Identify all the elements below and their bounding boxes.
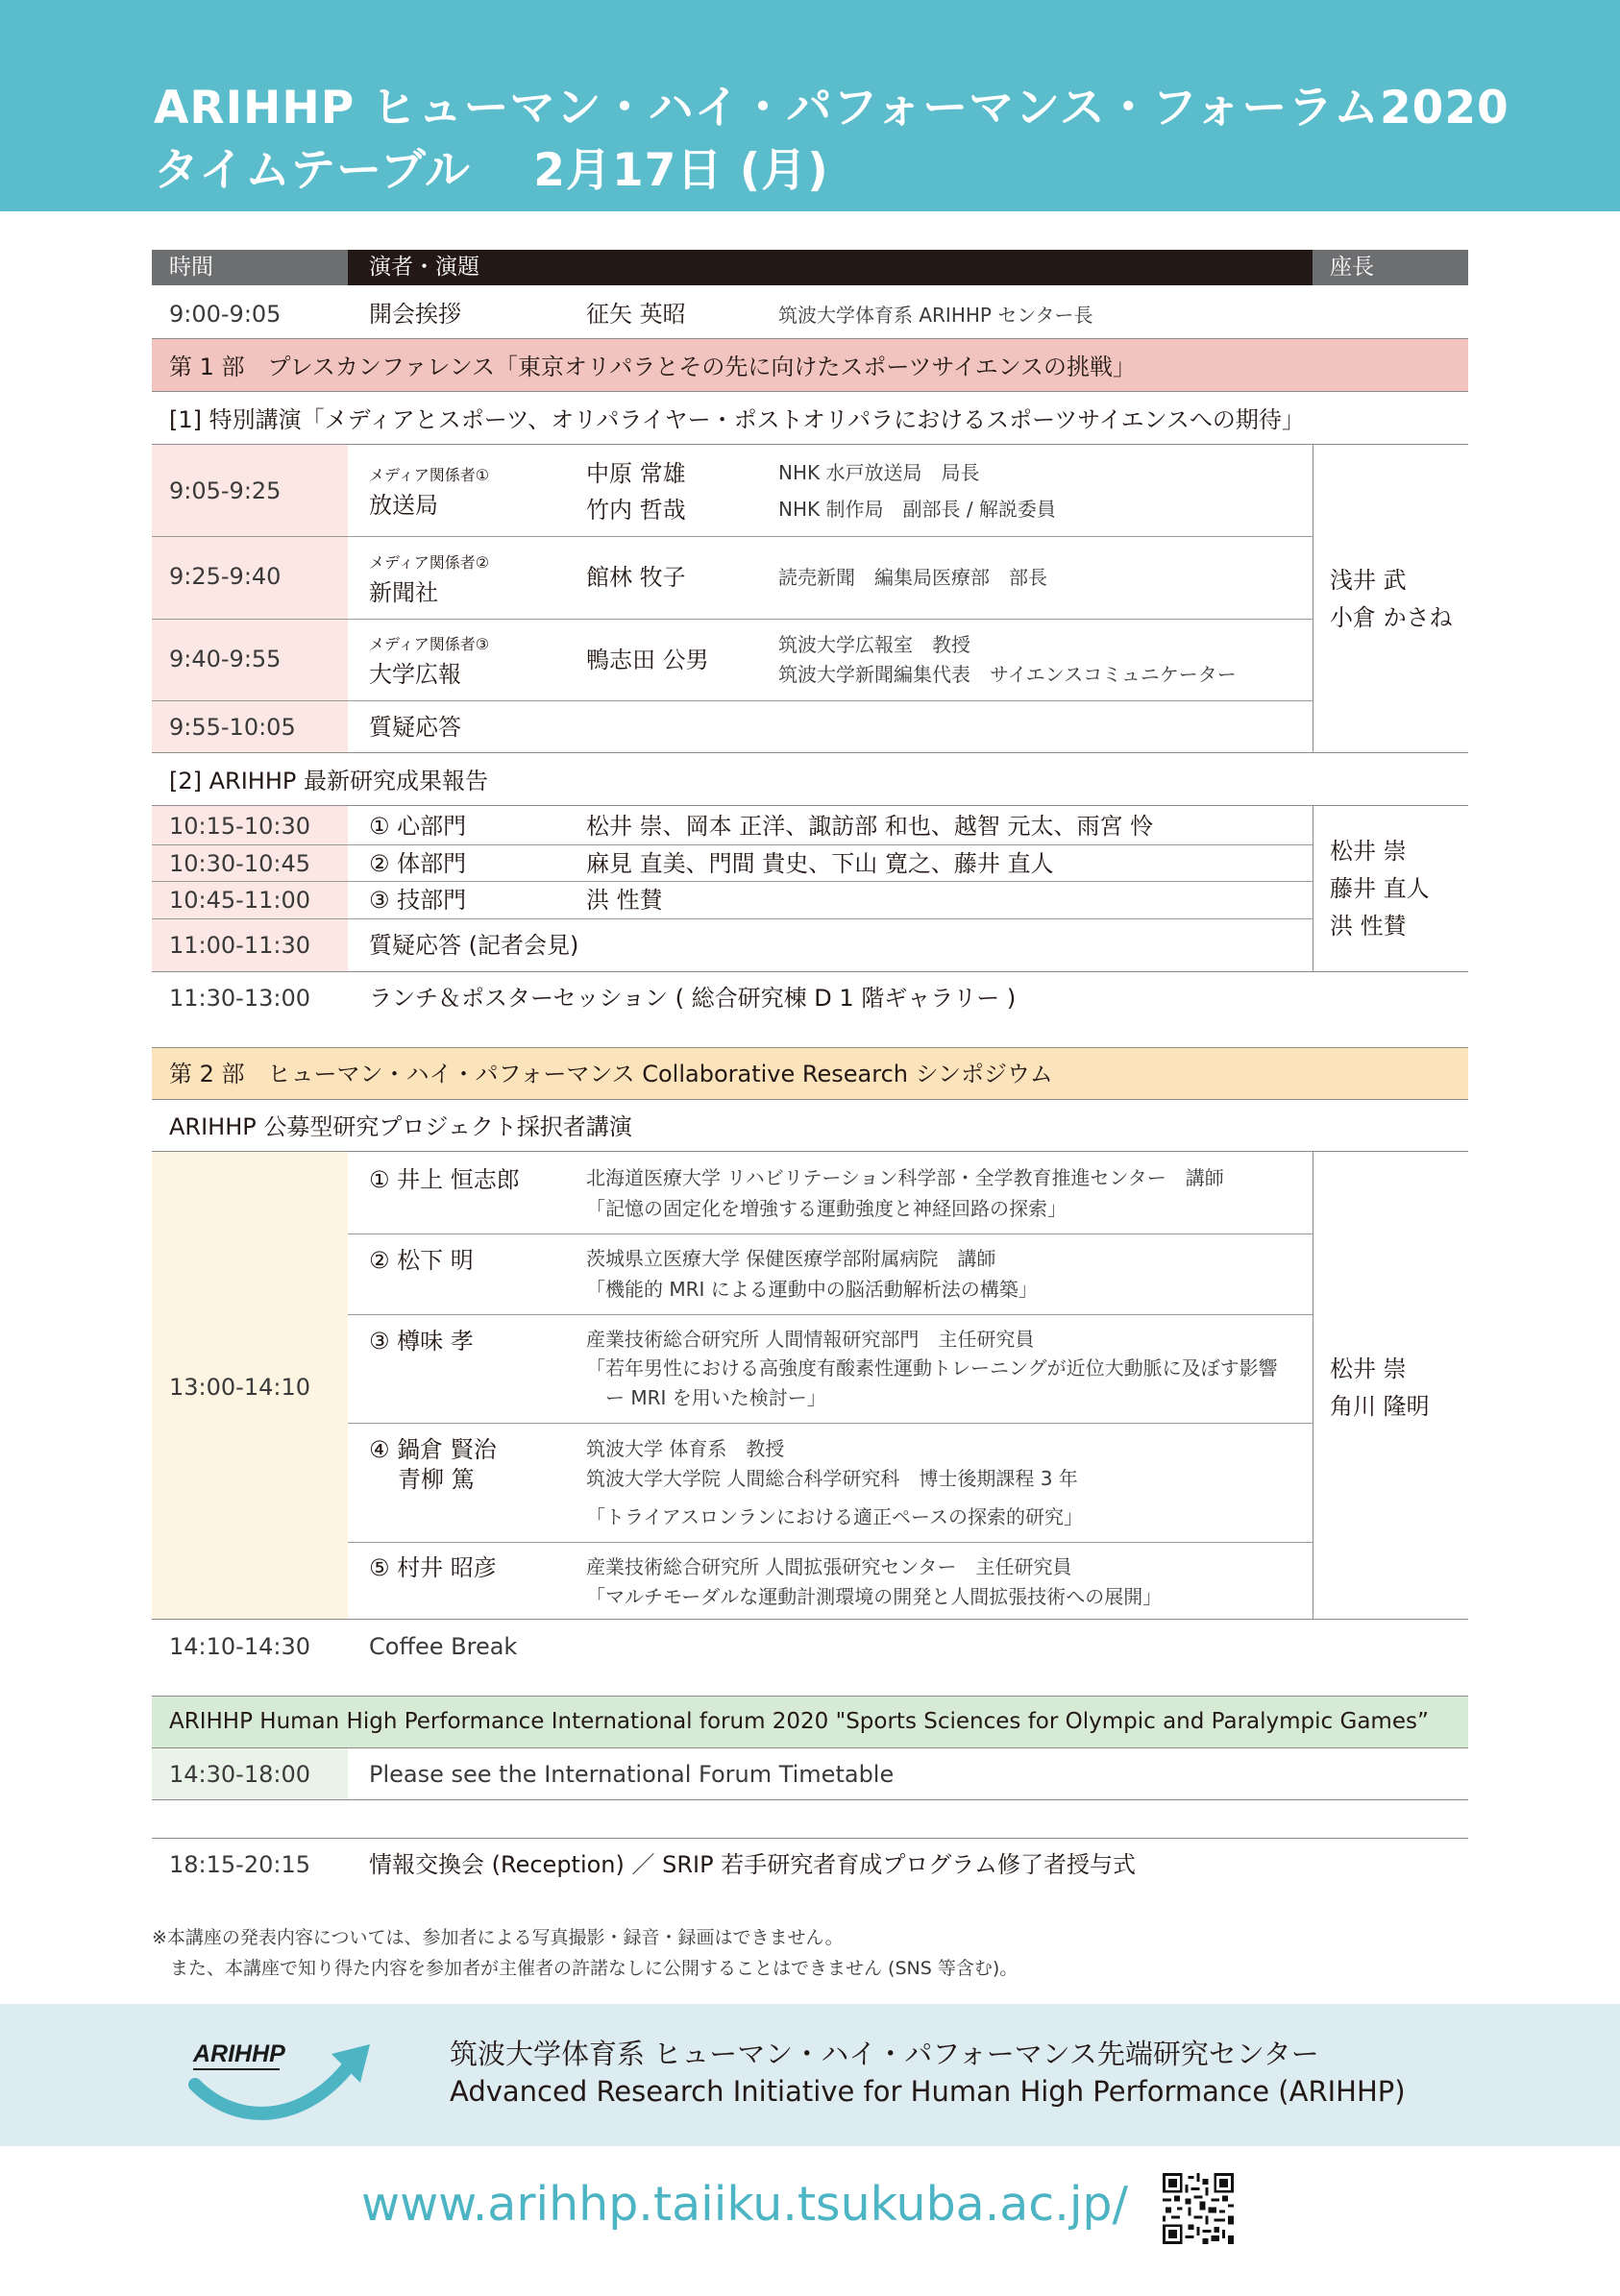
talk-affiliation-2: 筑波大学大学院 人間総合科学研究科 博士後期課程 3 年 (586, 1467, 1078, 1490)
divider (152, 391, 1468, 392)
session2-row-time: 10:15-10:30 (169, 813, 310, 840)
intl-label: Please see the International Forum Timetable (369, 1761, 895, 1788)
lunch-label: ランチ＆ポスターセッション ( 総合研究棟 D 1 階ギャラリー ) (369, 985, 1017, 1012)
session1-title: [1] 特別講演「メディアとスポーツ、オリパライヤー・ポストオリパラにおけるスポーツサイエンスへの期待」 (169, 406, 1305, 433)
footer-org-en: Advanced Research Initiative for Human High Performance (ARIHHP) (450, 2075, 1406, 2108)
divider (152, 1838, 1468, 1839)
dept-members: 洪 性賛 (586, 887, 663, 914)
media-tag: メディア関係者③ (369, 635, 490, 653)
affiliation: 筑波大学広報室 教授 (778, 633, 970, 656)
talk-affiliation: 筑波大学 体育系 教授 (586, 1437, 785, 1460)
opening-affiliation: 筑波大学体育系 ARIHHP センター長 (778, 304, 1093, 327)
part2-time: 13:00-14:10 (169, 1374, 310, 1401)
talk-affiliation: 茨城県立医療大学 保健医療学部附属病院 講師 (586, 1247, 996, 1270)
chair-name: 洪 性賛 (1330, 913, 1407, 940)
reception-label: 情報交換会 (Reception) ／ SRIP 若手研究者育成プログラム修了者授与式 (369, 1851, 1136, 1878)
page-title: ARIHHP ヒューマン・ハイ・パフォーマンス・フォーラム2020 (154, 82, 1510, 134)
part1-title: 第 1 部 プレスカンファレンス「東京オリパラとその先に向けたスポーツサイエンスの挑戦」 (169, 354, 1137, 380)
talk-speaker: ② 松下 明 (369, 1247, 474, 1274)
session1-row-time: 9:25-9:40 (169, 563, 282, 590)
intl-title: ARIHHP Human High Performance International forum 2020 "Sports Sciences for Olympic and Paralympic Games” (169, 1709, 1429, 1734)
divider (348, 1542, 1313, 1543)
divider (152, 1099, 1468, 1100)
lunch-time: 11:30-13:00 (169, 985, 310, 1012)
chair-name: 松井 崇 (1330, 1356, 1407, 1382)
talk-speaker: ④ 鍋倉 賢治 (369, 1436, 497, 1463)
chair-name: 藤井 直人 (1330, 875, 1430, 902)
dept-label: ① 心部門 (369, 813, 467, 840)
intl-time: 14:30-18:00 (169, 1761, 310, 1788)
talk-title: 「トライアスロンランにおける適正ペースの探索的研究」 (586, 1505, 1083, 1528)
logo-text: ARIHHP (193, 2040, 285, 2067)
note-line: ※本講座の発表内容については、参加者による写真撮影・録音・録画はできません。 (152, 1927, 844, 1948)
media-org: 放送局 (369, 492, 438, 519)
speaker: 鴨志田 公男 (586, 647, 709, 673)
chair-name: 小倉 かさね (1330, 604, 1453, 631)
note-line: また、本講座で知り得た内容を参加者が主催者の許諾なしに公開することはできません (SNS 等含む)。 (152, 1958, 1019, 1979)
media-org: 大学広報 (369, 661, 461, 688)
dept-members: 松井 崇、岡本 正洋、諏訪部 和也、越智 元太、雨宮 怜 (586, 813, 1154, 840)
talk-title: 「記憶の固定化を増強する運動強度と神経回路の探索」 (586, 1197, 1067, 1220)
column-header-program: 演者・演題 (369, 255, 479, 280)
speaker: 館林 牧子 (586, 564, 686, 591)
session2-row-time: 10:30-10:45 (169, 850, 310, 877)
divider (152, 918, 1313, 919)
media-tag: メディア関係者② (369, 553, 490, 572)
column-header-chair: 座長 (1330, 255, 1374, 280)
chair-name: 浅井 武 (1330, 567, 1407, 594)
affiliation: NHK 制作局 副部長 / 解説委員 (778, 498, 1056, 521)
reception-time: 18:15-20:15 (169, 1851, 310, 1878)
divider (152, 844, 1313, 845)
divider (348, 1423, 1313, 1424)
divider (152, 700, 1313, 701)
session2-row-time: 11:00-11:30 (169, 932, 310, 959)
opening-time: 9:00-9:05 (169, 301, 282, 328)
opening-speaker: 征矢 英昭 (586, 301, 686, 328)
affiliation: 読売新聞 編集局医療部 部長 (778, 566, 1047, 589)
website-url-link[interactable]: www.arihhp.taiiku.tsukuba.ac.jp/ (361, 2177, 1129, 2232)
talk-speaker-2: 青柳 篤 (398, 1466, 475, 1493)
talk-affiliation: 北海道医療大学 リハビリテーション科学部・全学教育推進センター 講師 (586, 1166, 1224, 1189)
talk-speaker: ③ 樽味 孝 (369, 1328, 474, 1355)
coffee-time: 14:10-14:30 (169, 1633, 310, 1660)
column-header-time: 時間 (169, 255, 213, 280)
qa-label: 質疑応答 (369, 714, 461, 741)
page-subtitle-date: タイムテーブル 2月17日 (月) (154, 144, 829, 197)
session2-title: [2] ARIHHP 最新研究成果報告 (169, 768, 488, 794)
affiliation: 筑波大学新聞編集代表 サイエンスコミュニケーター (778, 663, 1237, 686)
divider (152, 971, 1468, 972)
part2-subtitle: ARIHHP 公募型研究プロジェクト採択者講演 (169, 1113, 632, 1140)
arihhp-logo (187, 2035, 380, 2123)
speaker: 中原 常雄 (586, 460, 686, 487)
part2-title: 第 2 部 ヒューマン・ハイ・パフォーマンス Collaborative Research シンポジウム (169, 1061, 1053, 1087)
opening-label: 開会挨拶 (369, 301, 461, 328)
talk-speaker: ① 井上 恒志郎 (369, 1166, 520, 1193)
divider (152, 1799, 1468, 1800)
divider (152, 881, 1313, 882)
divider (152, 805, 1468, 806)
divider (152, 752, 1468, 753)
dept-label: ② 体部門 (369, 850, 467, 877)
talk-title: 「機能的 MRI による運動中の脳活動解析法の構築」 (586, 1278, 1038, 1301)
logo-arrow-icon (187, 2035, 380, 2123)
coffee-label: Coffee Break (369, 1633, 518, 1660)
qa-label: 質疑応答 (記者会見) (369, 932, 579, 959)
talk-affiliation: 産業技術総合研究所 人間情報研究部門 主任研究員 (586, 1328, 1035, 1351)
session2-row-time: 10:45-11:00 (169, 887, 310, 914)
qr-code-icon (1163, 2173, 1234, 2244)
affiliation: NHK 水戸放送局 局長 (778, 461, 980, 484)
session1-row-time: 9:40-9:55 (169, 646, 282, 672)
footer-org-jp: 筑波大学体育系 ヒューマン・ハイ・パフォーマンス先端研究センター (450, 2038, 1319, 2070)
divider (152, 619, 1313, 620)
chair-name: 松井 崇 (1330, 838, 1407, 865)
divider (348, 1314, 1313, 1315)
divider (152, 1747, 1468, 1748)
talk-title: 「若年男性における高強度有酸素性運動トレーニングが近位大動脈に及ぼす影響 (586, 1356, 1278, 1380)
session1-row-time: 9:55-10:05 (169, 714, 296, 741)
talk-title-cont: ー MRI を用いた検討ー」 (586, 1386, 826, 1409)
media-tag: メディア関係者① (369, 466, 490, 484)
divider (152, 444, 1468, 445)
talk-title: 「マルチモーダルな運動計測環境の開発と人間拡張技術への展開」 (586, 1585, 1163, 1608)
divider (152, 1151, 1468, 1152)
talk-speaker: ⑤ 村井 昭彦 (369, 1554, 497, 1581)
talk-affiliation: 産業技術総合研究所 人間拡張研究センター 主任研究員 (586, 1555, 1072, 1578)
divider (152, 536, 1313, 537)
dept-members: 麻見 直美、門間 貴史、下山 寛之、藤井 直人 (586, 850, 1054, 877)
chair-name: 角川 隆明 (1330, 1393, 1430, 1420)
divider (152, 1619, 1468, 1620)
media-org: 新聞社 (369, 579, 438, 606)
divider (348, 1233, 1313, 1234)
session1-row-time: 9:05-9:25 (169, 477, 282, 504)
speaker: 竹内 哲哉 (586, 497, 686, 524)
dept-label: ③ 技部門 (369, 887, 467, 914)
